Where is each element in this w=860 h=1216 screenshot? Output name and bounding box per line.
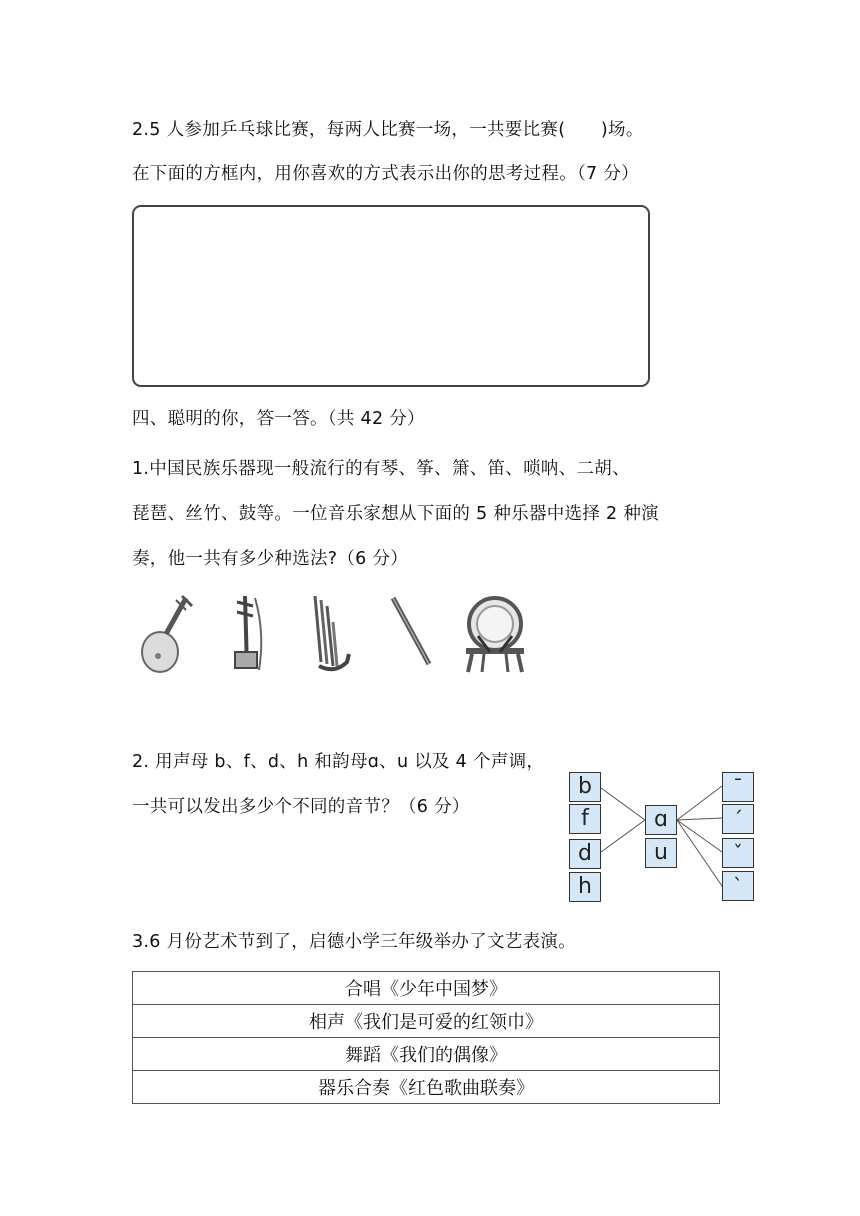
- problem-2-line-2: 一共可以发出多少个不同的音节？（6 分）: [132, 797, 470, 817]
- final-u: u: [645, 838, 677, 868]
- question-2-text: 2.5 人参加乒乓球比赛，每两人比赛一场，一共要比赛( )场。: [132, 120, 644, 140]
- tone-3: ˇ: [722, 838, 754, 868]
- problem-1-line-3: 奏，他一共有多少种选法?（6 分）: [132, 549, 409, 569]
- tone-2: ˊ: [722, 804, 754, 834]
- question-2-instruction: 在下面的方框内，用你喜欢的方式表示出你的思考过程。（7 分）: [132, 164, 639, 184]
- problem-2-line-1: 2. 用声母 b、f、d、h 和韵母ɑ、u 以及 4 个声调，: [132, 752, 545, 772]
- initial-f: f: [569, 804, 601, 834]
- tone-4: ˋ: [722, 871, 754, 901]
- problem-1-line-2: 琵琶、丝竹、鼓等。一位音乐家想从下面的 5 种乐器中选择 2 种演: [132, 504, 659, 524]
- program-row: 相声《我们是可爱的红领巾》: [133, 1005, 720, 1038]
- program-row: 舞蹈《我们的偶像》: [133, 1038, 720, 1071]
- initial-b: b: [569, 772, 601, 802]
- initial-d: d: [569, 839, 601, 869]
- program-row: 合唱《少年中国梦》: [133, 972, 720, 1005]
- final-a: ɑ: [645, 805, 677, 835]
- initial-h: h: [569, 872, 601, 902]
- problem-1-line-1: 1.中国民族乐器现一般流行的有琴、筝、箫、笛、唢呐、二胡、: [132, 459, 630, 479]
- program-table: [132, 971, 720, 1104]
- tone-1: ˉ: [722, 772, 754, 802]
- problem-3-line-1: 3.6 月份艺术节到了，启德小学三年级举办了文艺表演。: [132, 932, 576, 952]
- program-row: 器乐合奏《红色歌曲联奏》: [133, 1071, 720, 1104]
- section-heading: 四、聪明的你，答一答。（共 42 分）: [132, 409, 425, 429]
